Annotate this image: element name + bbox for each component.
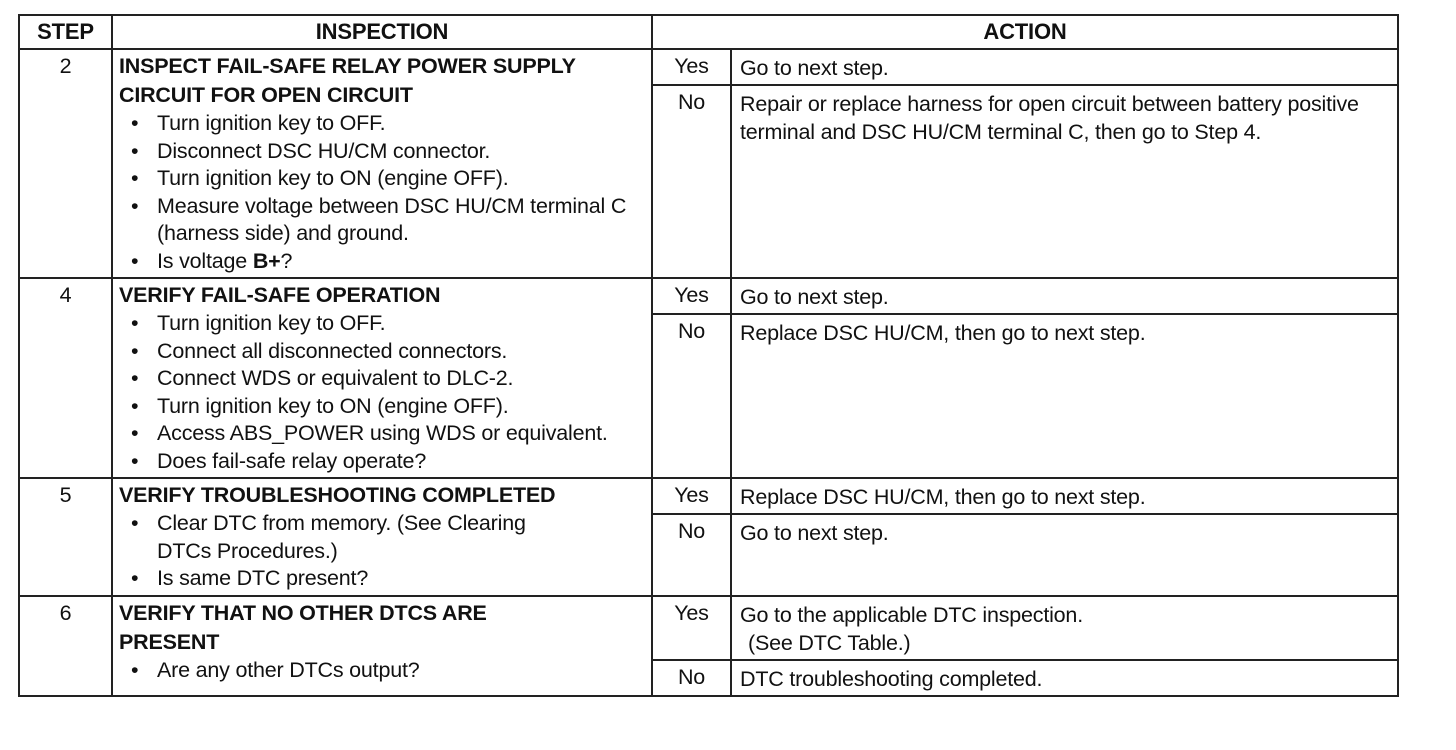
yes-action-note: (See DTC Table.) — [748, 630, 911, 655]
no-action: DTC troubleshooting completed. — [731, 660, 1398, 696]
action-header: ACTION — [652, 15, 1398, 49]
bullet-item: • Access ABS_POWER using WDS or equivalent. — [119, 420, 645, 448]
yes-action: Go to next step. — [731, 49, 1398, 85]
inspection-cell — [112, 49, 652, 278]
step-number: 6 — [19, 596, 112, 696]
bullet-item: • Connect all disconnected connectors. — [119, 338, 645, 366]
inspection-header: INSPECTION — [112, 15, 652, 49]
step-number: 4 — [19, 278, 112, 478]
no-action: Repair or replace harness for open circuit between battery positive terminal and DSC HU/CM terminal C, then go to Step 4. — [731, 85, 1398, 278]
no-label: No — [652, 85, 731, 278]
inspection-title: VERIFY TROUBLESHOOTING COMPLETED — [119, 483, 556, 507]
step-number: 2 — [19, 49, 112, 278]
step-row — [19, 49, 1398, 85]
bullet-item: • Turn ignition key to OFF. — [119, 310, 645, 338]
bullet-item: • Is voltage B+? — [119, 248, 645, 276]
yes-action: Go to next step. — [731, 278, 1398, 314]
no-label: No — [652, 660, 731, 696]
yes-action: Go to the applicable DTC inspection. — [740, 602, 1083, 627]
troubleshooting-sheet — [18, 14, 1399, 697]
inspection-title: VERIFY FAIL-SAFE OPERATION — [119, 283, 441, 307]
bullet-item: • Turn ignition key to ON (engine OFF). — [119, 165, 645, 193]
header-row — [19, 15, 1398, 49]
inspection-cell — [112, 596, 652, 696]
no-action: Replace DSC HU/CM, then go to next step. — [731, 314, 1398, 478]
step-header: STEP — [19, 15, 112, 49]
bullet-item: • Turn ignition key to ON (engine OFF). — [119, 393, 645, 421]
bullet-item: • Turn ignition key to OFF. — [119, 110, 645, 138]
bullet-item: • Measure voltage between DSC HU/CM terminal C (harness side) and ground. — [119, 193, 645, 248]
no-action: Go to next step. — [731, 514, 1398, 596]
step-row — [19, 478, 1398, 514]
inspection-bullets — [119, 510, 645, 593]
step-row — [19, 278, 1398, 314]
yes-label: Yes — [652, 49, 731, 85]
bullet-item: • Are any other DTCs output? — [119, 657, 645, 685]
bullet-item: • Does fail-safe relay operate? — [119, 448, 645, 476]
yes-label: Yes — [652, 278, 731, 314]
troubleshooting-table — [18, 14, 1399, 697]
step-row — [19, 596, 1398, 660]
yes-label: Yes — [652, 478, 731, 514]
inspection-bullets — [119, 110, 645, 275]
inspection-cell — [112, 478, 652, 596]
inspection-cell — [112, 278, 652, 478]
bullet-item: • Is same DTC present? — [119, 565, 645, 593]
step-number: 5 — [19, 478, 112, 596]
yes-action: Replace DSC HU/CM, then go to next step. — [731, 478, 1398, 514]
bullet-item: • Clear DTC from memory. (See Clearing DTCs Procedures.) — [119, 510, 645, 565]
inspection-bullets — [119, 657, 645, 685]
yes-action-cell — [731, 596, 1398, 660]
bullet-item: • Disconnect DSC HU/CM connector. — [119, 138, 645, 166]
yes-label: Yes — [652, 596, 731, 660]
inspection-title: VERIFY THAT NO OTHER DTCS ARE PRESENT — [119, 600, 487, 654]
inspection-title: INSPECT FAIL-SAFE RELAY POWER SUPPLY CIRCUIT FOR OPEN CIRCUIT — [119, 54, 576, 107]
no-label: No — [652, 314, 731, 478]
bullet-item: • Connect WDS or equivalent to DLC-2. — [119, 365, 645, 393]
inspection-bullets — [119, 310, 645, 475]
no-label: No — [652, 514, 731, 596]
